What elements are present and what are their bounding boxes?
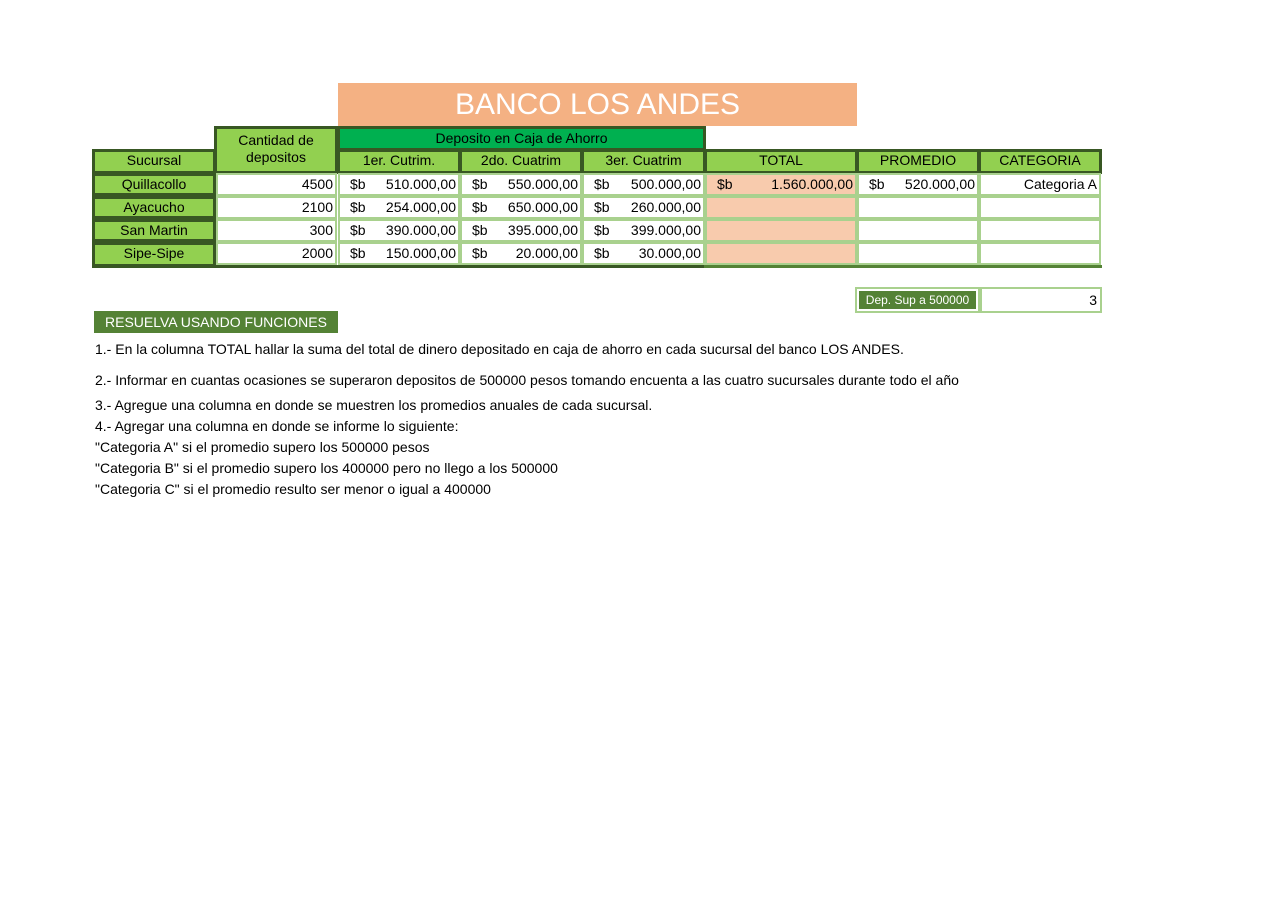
row-categoria[interactable] [979,196,1101,219]
currency-label: $b [594,199,610,215]
currency-label: $b [350,176,366,192]
currency-label: $b [350,222,366,238]
dep-sup-label: Dep. Sup a 500000 [859,291,976,309]
row-c2[interactable] [460,173,582,196]
header-promedio-label: PROMEDIO [879,152,957,168]
row-promedio[interactable] [857,173,979,196]
header-sucursal-label: Sucursal [126,152,182,168]
currency-label: $b [594,222,610,238]
bank-title: BANCO LOS ANDES [338,83,857,126]
currency-label: $b [472,245,488,261]
header-deposito-group-label: Deposito en Caja de Ahorro [435,130,608,146]
currency-label: $b [472,222,488,238]
row-c3[interactable] [582,242,705,265]
header-total-label: TOTAL [759,152,803,168]
header-promedio [856,149,980,174]
row-c2[interactable] [460,196,582,219]
row-c1[interactable] [338,242,460,265]
row-c3[interactable] [582,196,705,219]
table-border-bottom-right [704,265,1102,268]
header-deposito-group [337,126,706,151]
header-c3 [581,149,706,174]
currency-label: $b [594,245,610,261]
header-c1-label: 1er. Cutrim. [362,152,436,168]
header-total [704,149,858,174]
currency-label: $b [472,199,488,215]
row-c3-value: 260.000,00 [630,199,701,215]
row-c1[interactable] [338,219,460,242]
row-c2[interactable] [460,219,582,242]
task-4-cat-c: "Categoria C" si el promedio resulto ser menor o igual a 400000 [95,481,491,497]
row-promedio-value: 520.000,00 [904,176,975,192]
row-c1-value: 254.000,00 [385,199,456,215]
header-c2 [459,149,583,174]
header-cantidad [214,126,338,174]
row-sucursal[interactable]: San Martin [92,219,216,242]
header-categoria-label: CATEGORIA [999,152,1081,168]
header-c1 [337,149,461,174]
row-sucursal[interactable]: Quillacollo [92,173,216,196]
row-c3-value: 500.000,00 [630,176,701,192]
row-sucursal[interactable]: Ayacucho [92,196,216,219]
row-c3[interactable] [582,173,705,196]
currency-label: $b [594,176,610,192]
row-categoria[interactable] [979,219,1101,242]
currency-label: $b [350,245,366,261]
resuelva-banner: RESUELVA USANDO FUNCIONES [94,311,338,333]
row-c1-value: 150.000,00 [385,245,456,261]
currency-label: $b [472,176,488,192]
task-3: 3.- Agregue una columna en donde se muestren los promedios anuales de cada sucursal. [95,397,653,413]
row-total[interactable] [705,173,857,196]
row-total[interactable] [705,219,857,242]
row-c3-value: 30.000,00 [638,245,701,261]
row-c1[interactable] [338,173,460,196]
dep-sup-label-cell [855,287,980,313]
task-4-cat-b: "Categoria B" si el promedio supero los 400000 pero no llego a los 500000 [95,460,558,476]
row-total[interactable] [705,196,857,219]
row-promedio[interactable] [857,219,979,242]
row-total[interactable] [705,242,857,265]
row-c2[interactable] [460,242,582,265]
row-c2-value: 20.000,00 [515,245,578,261]
header-c2-label: 2do. Cuatrim [480,152,562,168]
task-4: 4.- Agregar una columna en donde se informe lo siguiente: [95,418,459,434]
task-4-cat-a: "Categoria A" si el promedio supero los 500000 pesos [95,439,430,455]
row-c3[interactable] [582,219,705,242]
header-c3-label: 3er. Cuatrim [605,152,682,168]
row-c2-value: 550.000,00 [507,176,578,192]
currency-label: $b [717,176,733,192]
row-promedio[interactable] [857,196,979,219]
table-border-bottom [92,265,706,268]
row-total-value: 1.560.000,00 [771,176,853,192]
row-cantidad[interactable]: 4500 [216,173,337,196]
row-c1-value: 510.000,00 [385,176,456,192]
row-c3-value: 399.000,00 [630,222,701,238]
row-categoria[interactable] [979,242,1101,265]
header-sucursal [92,149,216,174]
row-cantidad[interactable]: 2000 [216,242,337,265]
task-2: 2.- Informar en cuantas ocasiones se superaron depositos de 500000 pesos tomando encuenta a las cuatro sucursales durante todo el año [95,372,959,388]
row-c1-value: 390.000,00 [385,222,456,238]
row-c2-value: 650.000,00 [507,199,578,215]
currency-label: $b [869,176,885,192]
row-promedio[interactable] [857,242,979,265]
row-categoria[interactable]: Categoria A [979,173,1101,196]
currency-label: $b [350,199,366,215]
task-1: 1.- En la columna TOTAL hallar la suma del total de dinero depositado en caja de ahorro en cada sucursal del banco LOS ANDES. [95,341,904,357]
row-c2-value: 395.000,00 [507,222,578,238]
row-c1[interactable] [338,196,460,219]
row-sucursal[interactable]: Sipe-Sipe [92,242,216,267]
row-cantidad[interactable]: 2100 [216,196,337,219]
row-cantidad[interactable]: 300 [216,219,337,242]
header-cantidad-label: Cantidad de depositos [238,132,314,165]
dep-sup-value[interactable]: 3 [980,287,1102,313]
header-categoria [978,149,1102,174]
